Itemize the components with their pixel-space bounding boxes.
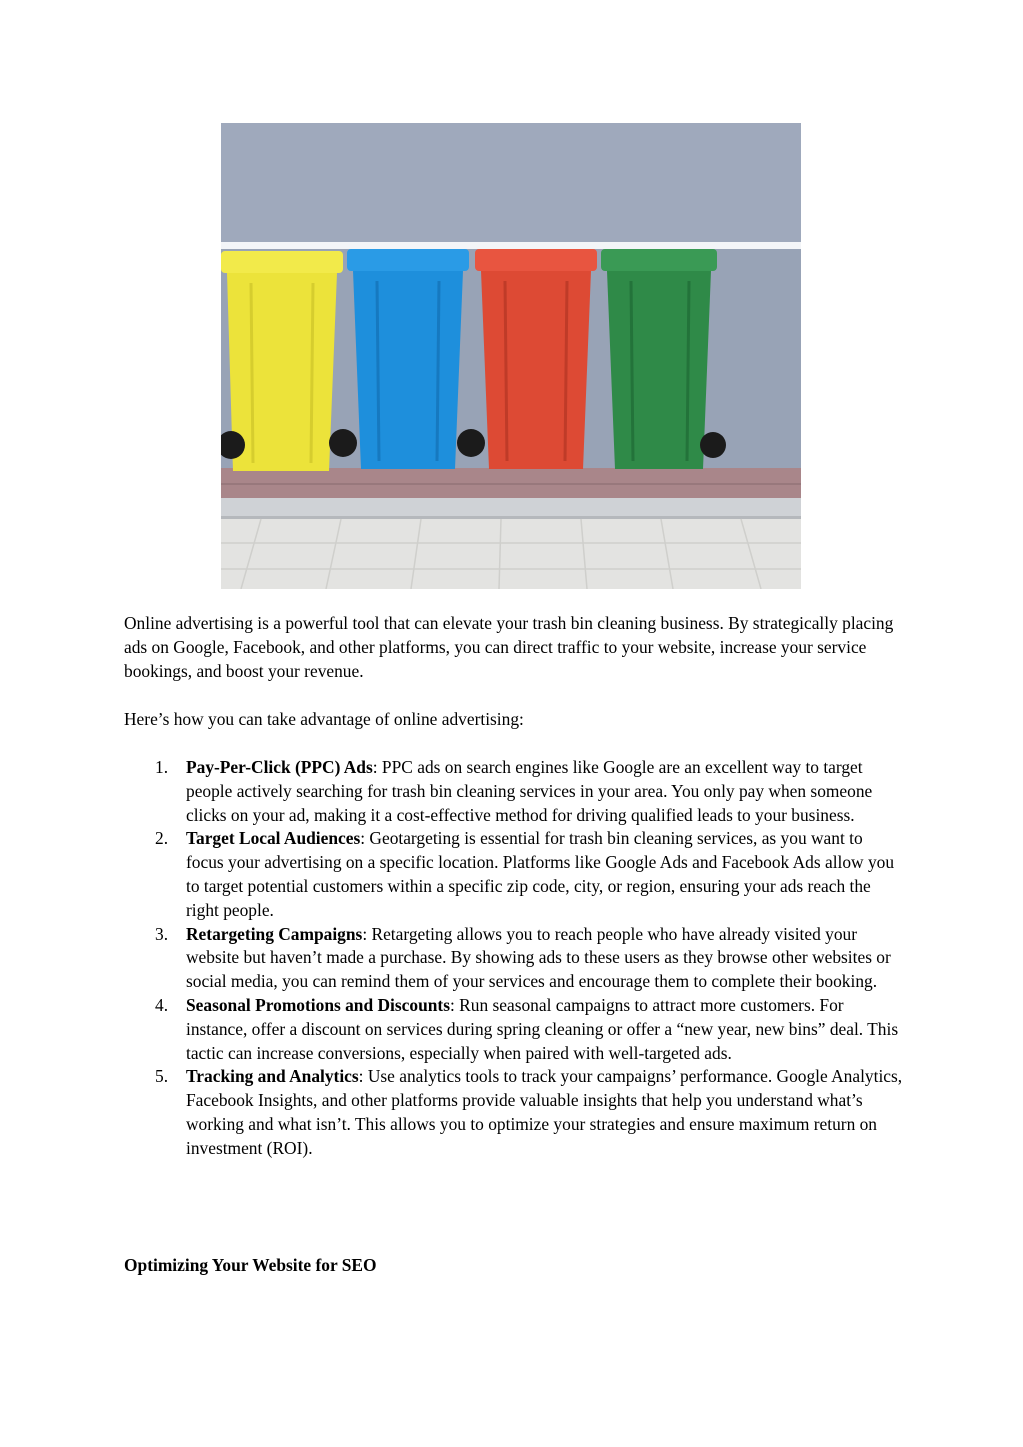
list-item-number: 5. [155,1066,169,1087]
list-item [124,923,904,994]
lead-paragraph: Here’s how you can take advantage of online advertising: [124,709,524,729]
list-item-text: : PPC ads on search engines like Google are an excellent way to target people actively searching for trash bin cleaning services in your area. You only pay when someone clicks on your ad, making it a cost-effective method for driving qualified leads to your business. [186,757,873,825]
list-item-title: Seasonal Promotions and Discounts [186,994,450,1015]
list-item-text: : Retargeting allows you to reach people who have already visited your website but haven’t made a purchase. By showing ads to these users as they browse other websites or social media, you can remind them of your services and encourage them to complete their booking. [186,923,891,992]
list-item-number: 4. [155,994,169,1015]
list-item [124,994,904,1065]
list-item-title: Pay-Per-Click (PPC) Ads [186,757,373,777]
list-item [124,827,904,922]
list-item-text: : Run seasonal campaigns to attract more customers. For instance, offer a discount on services during spring cleaning or offer a “new year, new bins” deal. This tactic can increase conversions, especially when paired with well-targeted ads. [186,994,899,1063]
list-item-text: : Geotargeting is essential for trash bin cleaning services, as you want to focus your advertising on a specific location. Platforms like Google Ads and Facebook Ads allow you to target potential customers within a specific zip code, city, or region, ensuring your ads reach the right people. [186,828,895,920]
list-item-text: : Use analytics tools to track your campaigns’ performance. Google Analytics, Facebook Insights, and other platforms provide valuable insights that help you understand what’s working and what isn’t. This allows you to optimize your strategies and ensure maximum return on investment (ROI). [186,1066,903,1158]
list-item-title: Target Local Audiences [186,828,361,849]
recycling-bins-photo [221,123,801,589]
intro-paragraph: Online advertising is a powerful tool that can elevate your trash bin cleaning business. By strategically placing ads on Google, Facebook, and other platforms, you can direct traffic to your website, increase your service bookings, and boost your revenue. [124,613,894,681]
list-item-title: Tracking and Analytics [186,1066,359,1087]
list-item-number: 1. [155,757,169,777]
list-item-number: 2. [155,828,169,849]
list-item-number: 3. [155,923,169,944]
list-item [124,756,904,827]
list-item [124,1065,904,1160]
list-item-title: Retargeting Campaigns [186,923,363,944]
advertising-tips-list [124,756,904,1161]
section-heading: Optimizing Your Website for SEO [124,1255,377,1275]
